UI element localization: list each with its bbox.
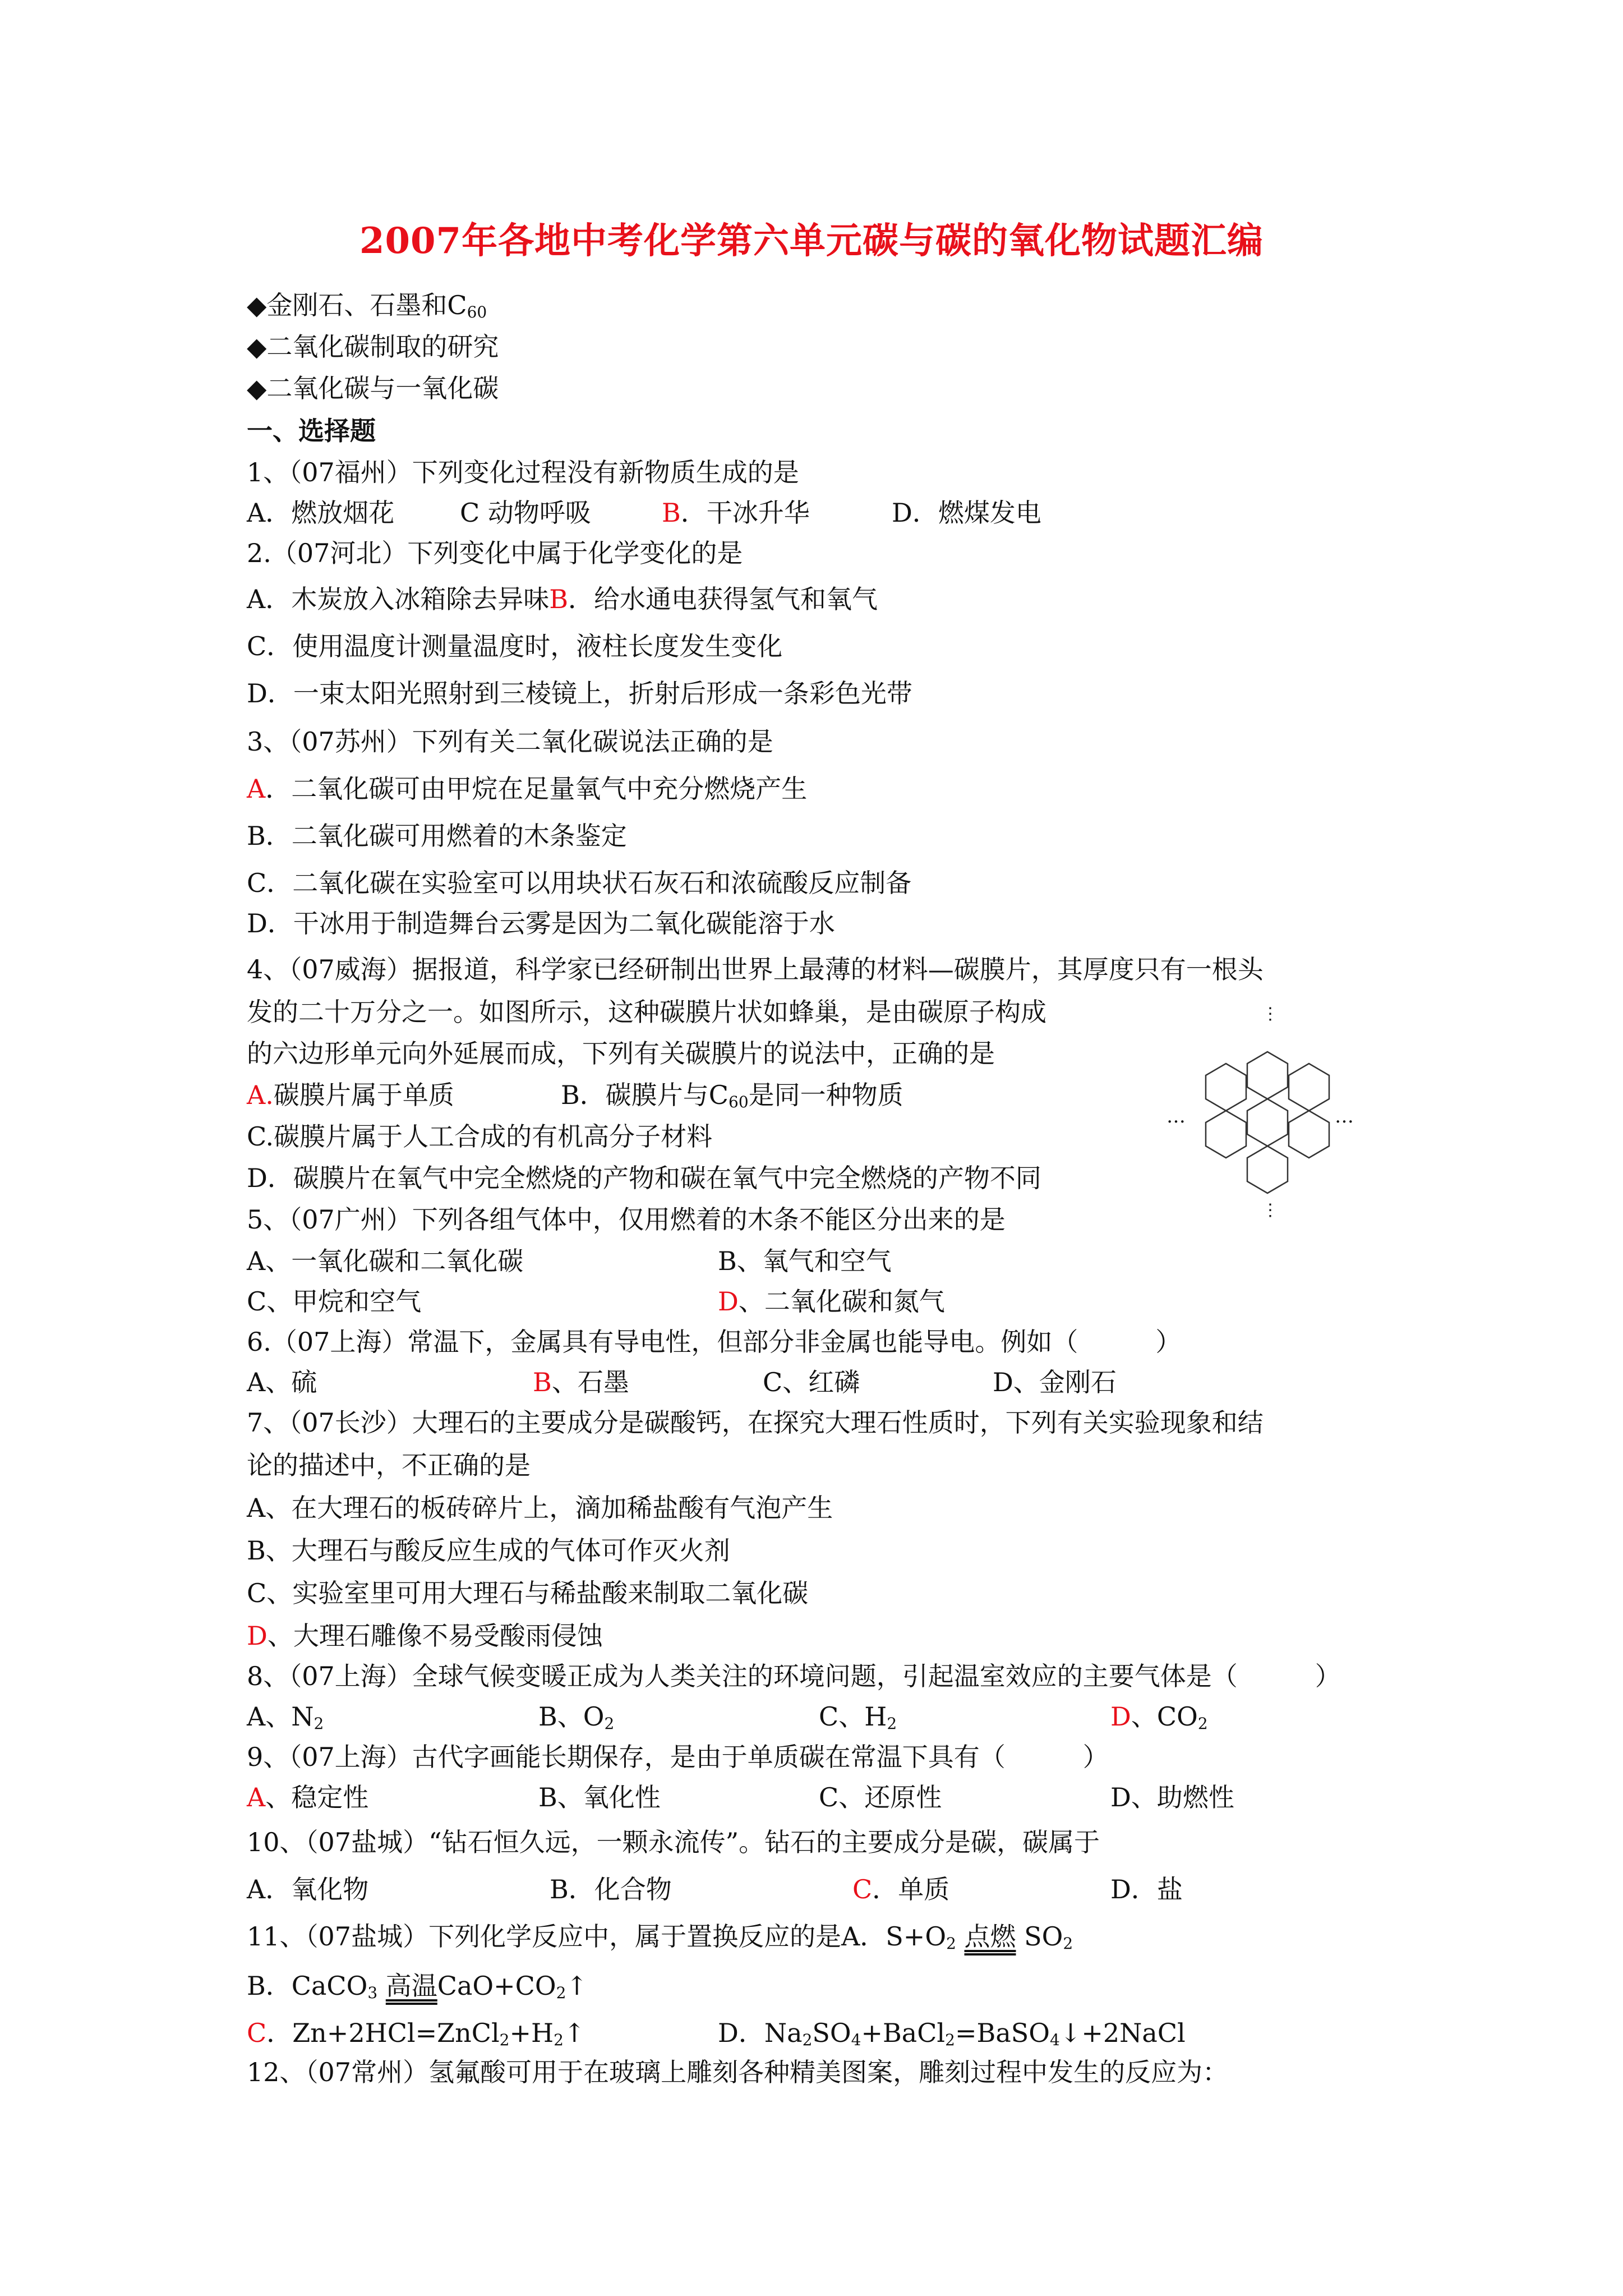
- continuation-dots: ⋮: [1262, 1200, 1279, 1220]
- option-c: C.碳膜片属于人工合成的有机高分子材料: [247, 1121, 713, 1152]
- option-a: A、稳定性: [247, 1782, 369, 1812]
- option-c: C．$Zn+2HCl=ZnCl_2+H_2↑$: [247, 2018, 585, 2049]
- option-b: B、大理石与酸反应生成的气体可作灭火剂: [247, 1535, 730, 1566]
- option-d: D．一束太阳光照射到三棱镜上，折射后形成一条彩色光带: [247, 678, 912, 708]
- hexagon: [1247, 1099, 1288, 1146]
- honeycomb-svg: [1183, 1004, 1352, 1217]
- option-b: B、石墨: [533, 1367, 629, 1397]
- option-b: B、氧气和空气: [718, 1246, 892, 1276]
- topic-item: ◆二氧化碳与一氧化碳: [247, 373, 499, 403]
- option-c: C、红磷: [763, 1367, 860, 1397]
- option-ab: A．木炭放入冰箱除去异味B．给水通电获得氢气和氧气: [247, 584, 878, 614]
- question-stem: 8、（07上海）全球气候变暖正成为人类关注的环境问题，引起温室效应的主要气体是（ ）: [247, 1661, 1341, 1691]
- option-a: A、在大理石的板砖碎片上，滴加稀盐酸有气泡产生: [247, 1493, 833, 1523]
- continuation-dots: ⋮: [1262, 1004, 1279, 1024]
- hexagon: [1206, 1111, 1246, 1158]
- option-c: C．单质: [852, 1874, 950, 1904]
- option-a: A、硫: [247, 1367, 317, 1397]
- option-b: B．碳膜片与$C_{60}$是同一种物质: [561, 1080, 903, 1111]
- question-stem: 11、（07盐城）下列化学反应中，属于置换反应的是A．$S+O_2$ 点燃 $SO_2$: [247, 1921, 1073, 1953]
- hexagon: [1247, 1146, 1288, 1193]
- option-a: A．燃放烟花: [247, 498, 395, 528]
- question-stem: 1、（07福州）下列变化过程没有新物质生成的是: [247, 457, 799, 487]
- option-d: D、助燃性: [1110, 1782, 1234, 1812]
- question-stem: 2.（07河北）下列变化中属于化学变化的是: [247, 538, 743, 568]
- option-c: C、还原性: [819, 1782, 942, 1812]
- option-c: C．使用温度计测量温度时，液柱长度发生变化: [247, 631, 783, 661]
- hexagon: [1289, 1064, 1329, 1111]
- option-a: A．氧化物: [247, 1874, 369, 1904]
- option-d: D、二氧化碳和氮气: [718, 1286, 945, 1317]
- section-heading: 一、选择题: [247, 416, 376, 446]
- topic-item: ◆金刚石、石墨和$C_{60}$: [247, 290, 487, 321]
- question-stem: 3、（07苏州）下列有关二氧化碳说法正确的是: [247, 726, 773, 757]
- option-d: D．燃煤发电: [892, 498, 1041, 528]
- topic-item: ◆二氧化碳制取的研究: [247, 332, 499, 362]
- hexagon: [1206, 1064, 1246, 1111]
- option-c: C、甲烷和空气: [247, 1286, 422, 1317]
- option-d: D．$Na_2SO_4+BaCl_2=BaSO_4↓+2NaCl$: [718, 2018, 1186, 2049]
- option-d: D、$CO_2$: [1110, 1701, 1208, 1733]
- option-a: A.碳膜片属于单质: [247, 1080, 454, 1110]
- option-d: D、大理石雕像不易受酸雨侵蚀: [247, 1621, 603, 1651]
- option-b: B、氧化性: [538, 1782, 661, 1812]
- option-b: B、$O_2$: [538, 1701, 615, 1733]
- question-stem: 5、（07广州）下列各组气体中，仅用燃着的木条不能区分出来的是: [247, 1204, 1006, 1235]
- question-stem: 6.（07上海）常温下，金属具有导电性，但部分非金属也能导电。例如（ ）: [247, 1327, 1182, 1357]
- continuation-dots: …: [1335, 1105, 1354, 1128]
- option-c: C、实验室里可用大理石与稀盐酸来制取二氧化碳: [247, 1578, 809, 1608]
- option-c: C 动物呼吸: [460, 498, 591, 528]
- carbon-film-honeycomb-diagram: [1166, 1004, 1354, 1220]
- hexagon: [1289, 1111, 1329, 1158]
- option-a: A、$N_2$: [247, 1701, 324, 1733]
- question-stem: 12、（07常州）氢氟酸可用于在玻璃上雕刻各种精美图案，雕刻过程中发生的反应为：: [247, 2057, 1229, 2087]
- option-b: B．化合物: [550, 1874, 672, 1904]
- option-d: D．碳膜片在氧气中完全燃烧的产物和碳在氧气中完全燃烧的产物不同: [247, 1163, 1041, 1193]
- reaction-condition: 点燃: [964, 1921, 1016, 1952]
- option-d: D．盐: [1110, 1874, 1183, 1904]
- option-c: C．二氧化碳在实验室可以用块状石灰石和浓硫酸反应制备: [247, 868, 912, 898]
- question-stem-cont: 发的二十万分之一。如图所示，这种碳膜片状如蜂巢，是由碳原子构成: [247, 997, 1046, 1027]
- option-a: A、一氧化碳和二氧化碳: [247, 1246, 524, 1276]
- page-title: 2007年各地中考化学第六单元碳与碳的氧化物试题汇编: [359, 220, 1264, 262]
- option-b: B．二氧化碳可用燃着的木条鉴定: [247, 821, 627, 851]
- option-d: D、金刚石: [993, 1367, 1117, 1397]
- question-stem-cont: 论的描述中，不正确的是: [247, 1450, 531, 1480]
- question-stem-cont: 的六边形单元向外延展而成，下列有关碳膜片的说法中，正确的是: [247, 1038, 995, 1069]
- option-c: C、$H_2$: [819, 1701, 897, 1733]
- reaction-condition: 高温: [385, 1971, 437, 2001]
- question-stem: 4、（07威海）据报道，科学家已经研制出世界上最薄的材料—碳膜片，其厚度只有一根头: [247, 954, 1264, 984]
- option-d: D．干冰用于制造舞台云雾是因为二氧化碳能溶于水: [247, 908, 835, 938]
- option-a: A．二氧化碳可由甲烷在足量氧气中充分燃烧产生: [247, 774, 808, 804]
- option-b: B．干冰升华: [662, 498, 810, 528]
- question-stem: 7、（07长沙）大理石的主要成分是碳酸钙，在探究大理石性质时，下列有关实验现象和结: [247, 1407, 1264, 1438]
- question-stem: 9、（07上海）古代字画能长期保存，是由于单质碳在常温下具有（ ）: [247, 1742, 1109, 1772]
- question-stem: 10、（07盐城）“钻石恒久远，一颗永流传”。钻石的主要成分是碳，碳属于: [247, 1827, 1100, 1857]
- hexagon: [1247, 1052, 1288, 1099]
- continuation-dots: …: [1166, 1105, 1186, 1128]
- option-b: B．CaCO$_3$ 高温$CaO+CO_2↑$: [247, 1971, 588, 2002]
